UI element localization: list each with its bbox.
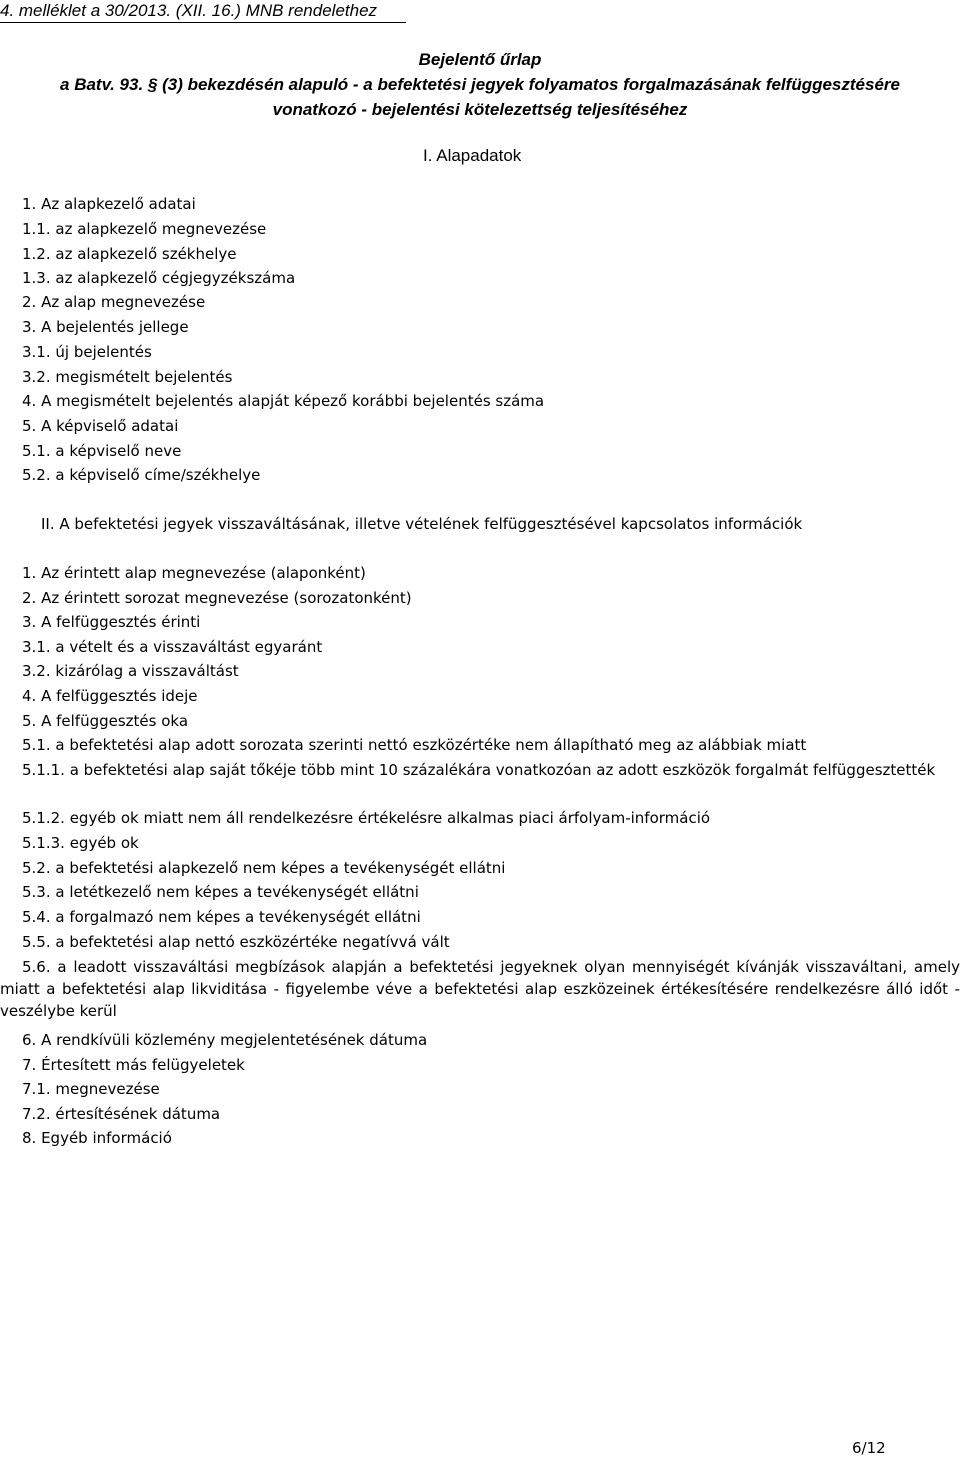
list-item: 6. A rendkívüli közlemény megjelentetésének dátuma: [22, 1031, 428, 1049]
title-line-1: Bejelentő űrlap: [418, 50, 542, 69]
list-item-5-6: 5.6. a leadott visszaváltási megbízások alapján a befektetési jegyeknek olyan mennyiségét kívánják visszaváltani, amely miatt a befektetési alap likviditása - figyelembe véve a befektetési alap eszközeinek értékesítésére rendelkezésre álló időt - veszélybe kerül: [0, 958, 960, 1020]
list-item: 3.1. a vételt és a visszaváltást egyaránt: [22, 638, 323, 656]
list-item-5-1-1: 5.1.1. a befektetési alap saját tőkéje több mint 10 százalékára vonatkozóan az adott eszközök forgalmát felfüggesztették: [22, 761, 936, 779]
list-item: 5. A képviselő adatai: [22, 417, 179, 435]
list-item: 5.4. a forgalmazó nem képes a tevékenységét ellátni: [22, 908, 421, 926]
page-number: 6/12: [852, 1439, 886, 1457]
list-item: 3. A felfüggesztés érinti: [22, 613, 201, 631]
form-title: [0, 47, 960, 122]
list-item: 3.1. új bejelentés: [22, 343, 152, 361]
title-line-3: vonatkozó - bejelentési kötelezettség teljesítéséhez: [272, 100, 688, 119]
list-item: 1.2. az alapkezelő székhelye: [22, 245, 237, 263]
list-item: 2. Az érintett sorozat megnevezése (sorozatonként): [22, 589, 412, 607]
list-item: 7.1. megnevezése: [22, 1080, 160, 1098]
list-item: 5.2. a képviselő címe/székhelye: [22, 466, 261, 484]
list-item: 5.1. a befektetési alap adott sorozata szerinti nettó eszközértéke nem állapítható meg az alábbiak miatt: [22, 736, 807, 754]
annex-header: [0, 0, 377, 22]
list-item: 1. Az alapkezelő adatai: [22, 195, 196, 213]
list-item: 1.3. az alapkezelő cégjegyzékszáma: [22, 269, 296, 287]
list-item: 3. A bejelentés jellege: [22, 318, 189, 336]
list-item: 5.1.2. egyéb ok miatt nem áll rendelkezésre értékelésre alkalmas piaci árfolyam-információ: [22, 809, 711, 827]
list-item: 5. A felfüggesztés oka: [22, 712, 189, 730]
list-item: 3.2. kizárólag a visszaváltást: [22, 662, 239, 680]
list-item: 1.1. az alapkezelő megnevezése: [22, 220, 267, 238]
list-item: 2. Az alap megnevezése: [22, 293, 206, 311]
list-item: 7.2. értesítésének dátuma: [22, 1105, 221, 1123]
section-2-heading: II. A befektetési jegyek visszaváltásának, illetve vételének felfüggesztésével kapcsolatos információk: [41, 515, 803, 533]
title-line-2: a Batv. 93. § (3) bekezdésén alapuló - a befektetési jegyek folyamatos forgalmazásának felfüggesztésére: [60, 75, 900, 94]
list-item: 8. Egyéb információ: [22, 1129, 172, 1147]
list-item: 5.2. a befektetési alapkezelő nem képes a tevékenységét ellátni: [22, 859, 506, 877]
section-1-heading: I. Alapadatok: [423, 146, 522, 165]
list-item: 7. Értesített más felügyeletek: [22, 1056, 245, 1074]
list-item: 4. A megismételt bejelentés alapját képező korábbi bejelentés száma: [22, 392, 545, 410]
list-item: 5.1.3. egyéb ok: [22, 834, 139, 852]
annex-underline: [0, 22, 406, 23]
list-item: 1. Az érintett alap megnevezése (alaponként): [22, 564, 366, 582]
annex-text: 4. melléklet a 30/2013. (XII. 16.) MNB rendelethez: [0, 1, 378, 20]
list-item: 5.1. a képviselő neve: [22, 442, 182, 460]
list-item: 5.5. a befektetési alap nettó eszközértéke negatívvá vált: [22, 933, 450, 951]
list-item: 5.3. a letétkezelő nem képes a tevékenységét ellátni: [22, 883, 419, 901]
list-item: 4. A felfüggesztés ideje: [22, 687, 198, 705]
list-item: 3.2. megismételt bejelentés: [22, 368, 233, 386]
